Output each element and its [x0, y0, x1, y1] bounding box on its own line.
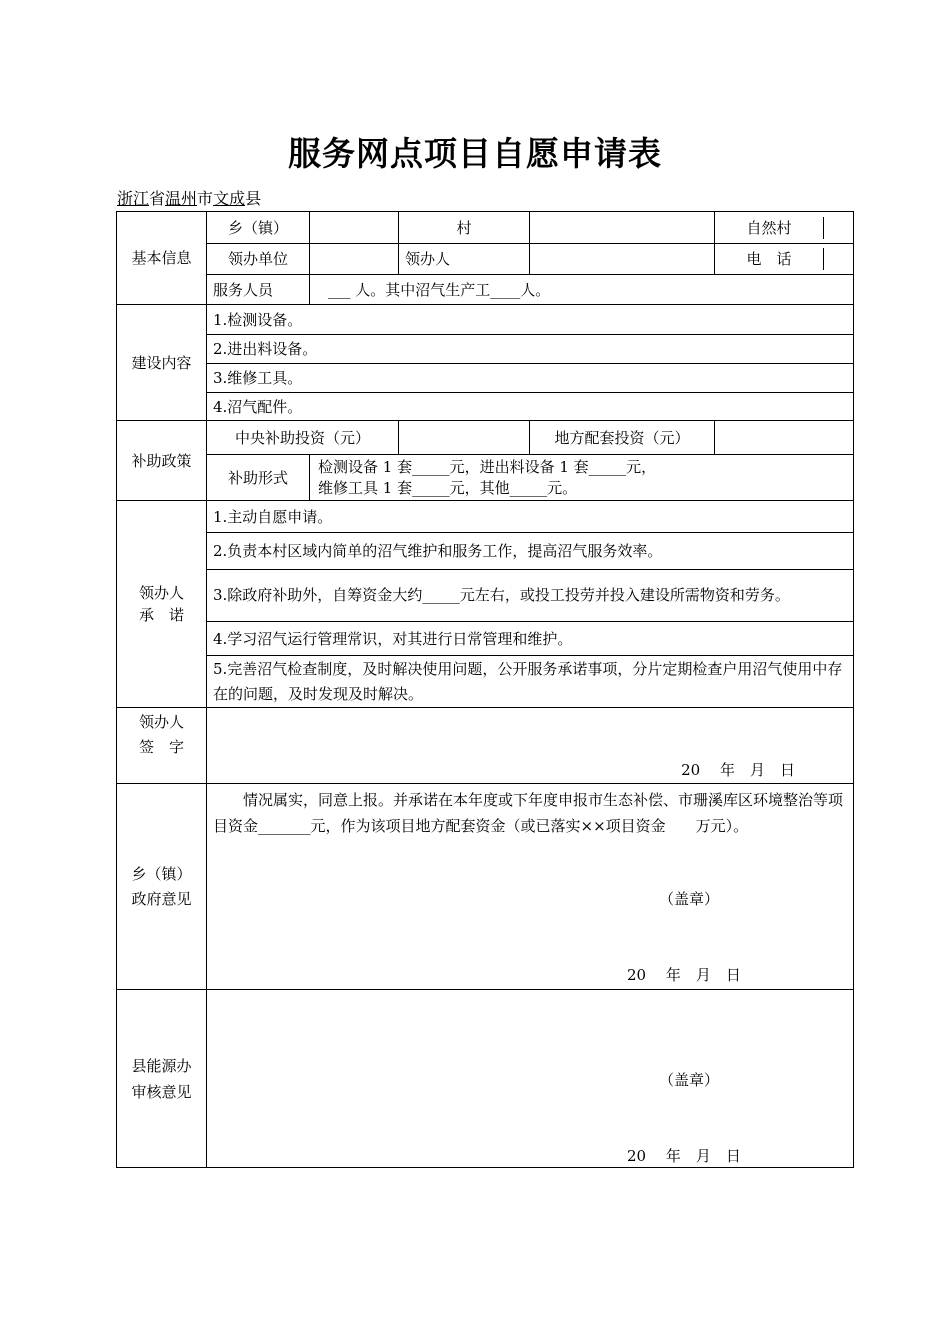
- construction-item: 1.检测设备。: [207, 305, 854, 335]
- section-construction: 建设内容: [117, 305, 207, 421]
- section-township-opinion: [117, 784, 207, 990]
- phone-cell: [715, 244, 854, 275]
- promise-item: 5.完善沼气检查制度，及时解决使用问题，公开服务承诺事项，分片定期检查户用沼气使用中存在的问题，及时发现及时解决。: [207, 656, 854, 708]
- township-opinion-field[interactable]: [207, 784, 854, 990]
- township-opinion-text: 情况属实，同意上报。并承诺在本年度或下年度申报市生态补偿、市珊溪库区环境整治等项目资金_______元，作为该项目地方配套资金（或已落实××项目资金 万元）。: [213, 791, 844, 835]
- construction-item: 2.进出料设备。: [207, 335, 854, 364]
- section-signature: [117, 708, 207, 784]
- signature-field[interactable]: [207, 708, 854, 784]
- central-subsidy-field[interactable]: [399, 421, 530, 455]
- local-subsidy-field[interactable]: [715, 421, 854, 455]
- signature-date: 20 年 月 日: [681, 761, 795, 779]
- province: 浙江: [117, 189, 150, 208]
- construction-item: 4.沼气配件。: [207, 393, 854, 421]
- promise-title-2: 承 诺: [138, 606, 184, 624]
- natural-village-cell: [715, 212, 854, 244]
- leader-field[interactable]: [530, 244, 715, 275]
- section-subsidy: 补助政策: [117, 421, 207, 501]
- signature-title-1: 领办人: [138, 713, 184, 731]
- promise-item: 4.学习沼气运行管理常识，对其进行日常管理和维护。: [207, 622, 854, 656]
- township-label: 乡（镇）: [207, 212, 310, 244]
- subsidy-form-label: 补助形式: [207, 455, 310, 501]
- township-opinion-title-1: 乡（镇）: [131, 864, 192, 883]
- subsidy-form-text[interactable]: [310, 455, 854, 501]
- signature-title-2: 签 字: [138, 738, 184, 756]
- section-county-opinion: [117, 990, 207, 1168]
- central-subsidy-label: 中央补助投资（元）: [207, 421, 399, 455]
- promise-title-1: 领办人: [138, 584, 184, 602]
- section-promise: [117, 501, 207, 708]
- county-seal: （盖章）: [659, 1071, 720, 1089]
- township-seal: （盖章）: [659, 890, 720, 908]
- natural-village-label: 自然村: [715, 217, 824, 239]
- township-field[interactable]: [310, 212, 399, 244]
- unit-label: 领办单位: [207, 244, 310, 275]
- promise-item: 2.负责本村区域内简单的沼气维护和服务工作，提高沼气服务效率。: [207, 533, 854, 570]
- county-date: 20 年 月 日: [627, 1147, 741, 1165]
- county-opinion-title-2: 审核意见: [131, 1082, 192, 1101]
- construction-item: 3.维修工具。: [207, 364, 854, 393]
- village-field[interactable]: [530, 212, 715, 244]
- township-date: 20 年 月 日: [627, 966, 741, 984]
- subsidy-form-line1: 检测设备 1 套_____元，进出料设备 1 套_____元，: [318, 457, 657, 476]
- page-title: 服务网点项目自愿申请表: [288, 134, 662, 173]
- phone-label: 电 话: [715, 248, 824, 270]
- city: 温州: [165, 189, 198, 208]
- county-opinion-title-1: 县能源办: [131, 1056, 192, 1075]
- application-form: [116, 211, 854, 1168]
- province-suffix: 省: [149, 189, 166, 208]
- staff-label: 服务人员: [207, 275, 310, 305]
- region-line: [117, 186, 261, 209]
- staff-text[interactable]: ___ 人。其中沼气生产工____人。: [310, 275, 854, 305]
- subsidy-form-line2: 维修工具 1 套_____元，其他_____元。: [318, 478, 578, 497]
- promise-item: 1.主动自愿申请。: [207, 501, 854, 533]
- county-suffix: 县: [245, 189, 262, 208]
- county: 文成: [213, 189, 246, 208]
- county-opinion-field[interactable]: [207, 990, 854, 1168]
- unit-field[interactable]: [310, 244, 399, 275]
- leader-label: 领办人: [399, 244, 530, 275]
- promise-item: 3.除政府补助外，自筹资金大约_____元左右，或投工投劳并投入建设所需物资和劳务。: [207, 570, 854, 622]
- section-basic-info: 基本信息: [117, 212, 207, 305]
- city-suffix: 市: [197, 189, 214, 208]
- village-label: 村: [399, 212, 530, 244]
- phone-field[interactable]: [824, 248, 854, 270]
- local-subsidy-label: 地方配套投资（元）: [530, 421, 715, 455]
- natural-village-field[interactable]: [824, 217, 854, 239]
- township-opinion-title-2: 政府意见: [131, 889, 192, 908]
